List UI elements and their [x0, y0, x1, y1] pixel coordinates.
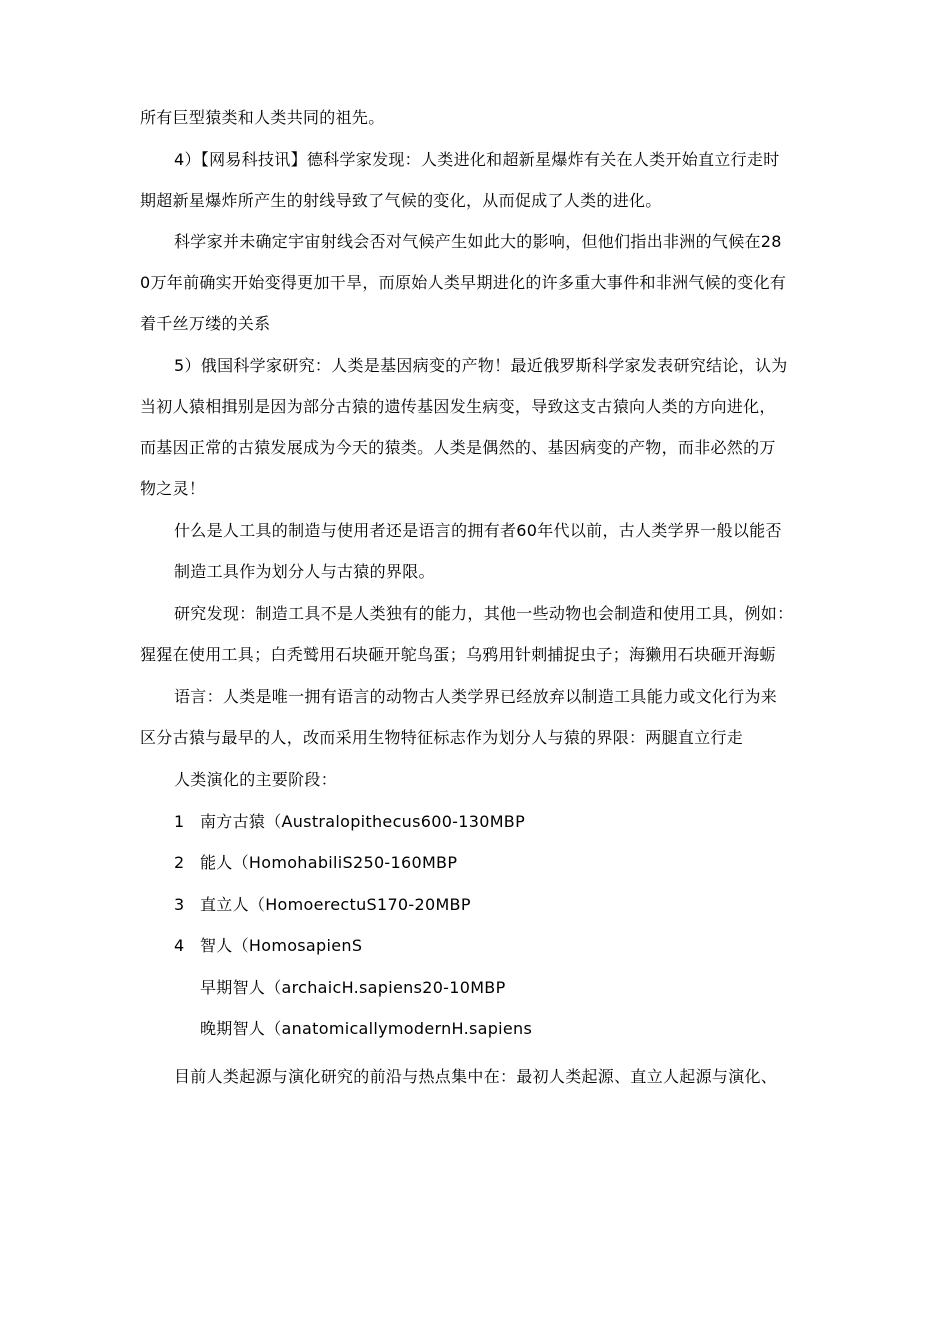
- list-item-number: 3: [174, 895, 185, 914]
- list-item: [174, 894, 854, 916]
- list-item: [174, 935, 854, 957]
- list-item-text: 能人（HomohabiliS250-160MBP: [200, 853, 458, 872]
- list-item: [174, 852, 854, 874]
- paragraph-line: 科学家并未确定宇宙射线会否对气候产生如此大的影响，但他们指出非洲的气候在28: [174, 232, 782, 251]
- paragraph-line: 当初人猿相揖别是因为部分古猿的遗传基因发生病变，导致这支古猿向人类的方向进化，: [140, 397, 776, 416]
- list-item-number: 4: [174, 936, 185, 955]
- paragraph-line: 语言：人类是唯一拥有语言的动物古人类学界已经放弃以制造工具能力或文化行为来: [174, 687, 778, 706]
- paragraph-line: 研究发现：制造工具不是人类独有的能力，其他一些动物也会制造和使用工具，例如：: [174, 604, 794, 623]
- list-item-text: 智人（HomosapienS: [200, 936, 363, 955]
- paragraph-line: 而基因正常的古猿发展成为今天的猿类。人类是偶然的、基因病变的产物，而非必然的万: [140, 438, 776, 457]
- paragraph-line: 猩猩在使用工具；白秃鹫用石块砸开鸵鸟蛋；乌鸦用针刺捕捉虫子；海獭用石块砸开海蛎: [140, 645, 776, 664]
- paragraph-line: 区分古猿与最早的人，改而采用生物特征标志作为划分人与猿的界限：两腿直立行走: [140, 728, 744, 747]
- paragraph-line: 什么是人工具的制造与使用者还是语言的拥有者60年代以前，古人类学界一般以能否: [174, 521, 782, 540]
- paragraph-line: 5）俄国科学家研究：人类是基因病变的产物！最近俄罗斯科学家发表研究结论，认为: [174, 356, 788, 375]
- paragraph-line: 物之灵！: [140, 479, 206, 498]
- paragraph-line: 目前人类起源与演化研究的前沿与热点集中在：最初人类起源、直立人起源与演化、: [174, 1067, 778, 1086]
- paragraph-line: 期超新星爆炸所产生的射线导致了气候的变化，从而促成了人类的进化。: [140, 191, 662, 210]
- paragraph-line: 着千丝万缕的关系: [140, 314, 271, 333]
- paragraph-line: 0万年前确实开始变得更加干旱，而原始人类早期进化的许多重大事件和非洲气候的变化有: [140, 273, 787, 292]
- paragraph-line: 制造工具作为划分人与古猿的界限。: [174, 562, 435, 581]
- sub-list-item: 早期智人（archaicH.sapiens20-10MBP: [200, 978, 506, 997]
- list-item: [174, 811, 854, 833]
- list-item-number: 1: [174, 812, 185, 831]
- section-heading: 人类演化的主要阶段：: [174, 770, 338, 789]
- paragraph-line: 所有巨型猿类和人类共同的祖先。: [140, 108, 385, 127]
- sub-list-item: 晚期智人（anatomicallymodernH.sapiens: [200, 1019, 533, 1038]
- list-item-number: 2: [174, 853, 185, 872]
- paragraph-line: 4）【网易科技讯】德科学家发现：人类进化和超新星爆炸有关在人类开始直立行走时: [174, 150, 780, 169]
- list-item-text: 直立人（HomoerectuS170-20MBP: [200, 895, 471, 914]
- list-item-text: 南方古猿（Australopithecus600-130MBP: [200, 812, 526, 831]
